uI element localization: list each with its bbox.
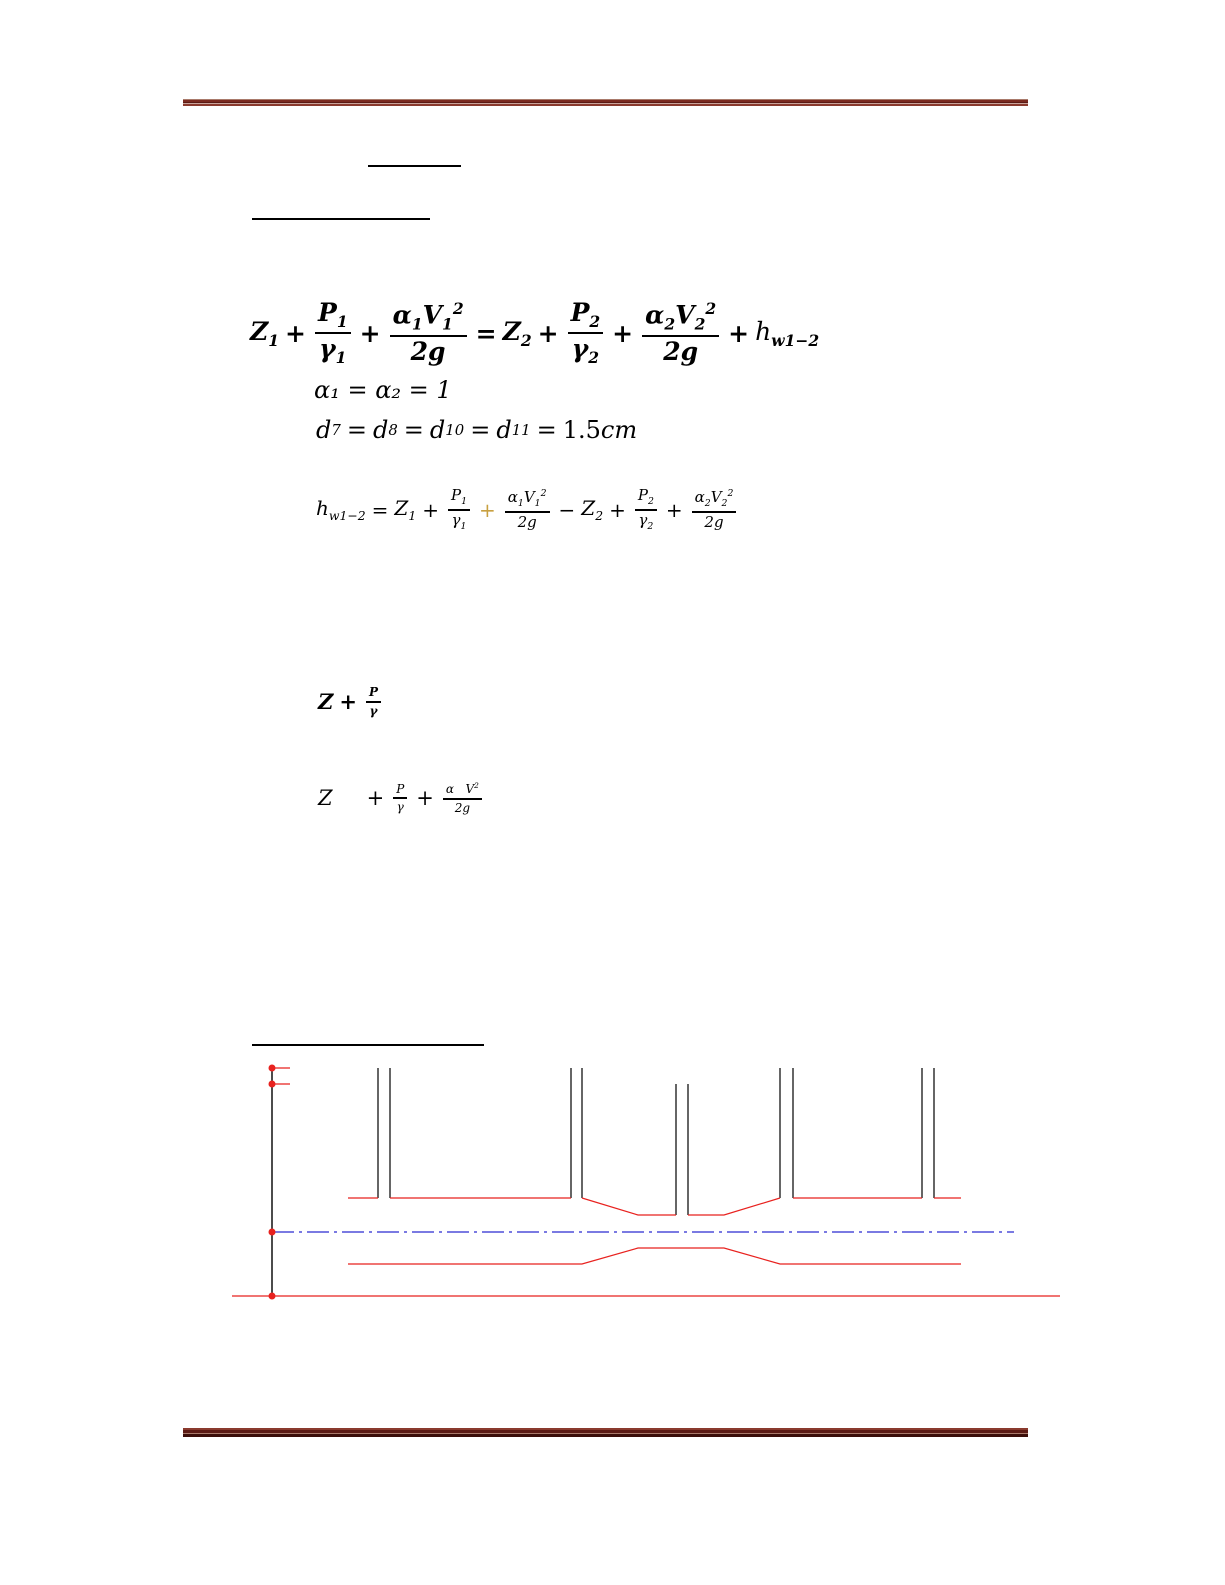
footer-rule [183, 1428, 1028, 1437]
hw-lhs: $h_{w1-2}$ [316, 496, 366, 524]
pipe-bottom-wall [348, 1248, 961, 1264]
diameter-equation: d 7 = d 8 = d 10 = d 11 = 1.5 cm [316, 416, 638, 444]
p2-over-gamma2: $\frac{P_2}{\gamma_2}$ [568, 300, 604, 367]
head-loss-equation: $h_{w1-2}$ = $Z_1$ + $\frac{P_1}{\gamma_1}$ + $\frac{\alpha_1V_1^2}{2g}$ − $Z_2$ + $\frac{P_2}{\gamma_2}$ + $\frac{\alpha_2V_2^2}{2g}$ [316, 488, 739, 532]
velocity-head-2: $\frac{\alpha_2V_2^2}{2g}$ [642, 301, 719, 365]
bernoulli-equation: $Z_1$ + $\frac{P_1}{\gamma_1}$ + $\frac{\alpha_1V_1^2}{2g}$ = $Z_2$ + $\frac{P_2}{\gamma_2}$ + $\frac{\alpha_2V_2^2}{2g}$ + $h_{w1-2}$ [250, 298, 820, 368]
pipe-walls [232, 1068, 1060, 1296]
alpha-equation: α₁ = α₂ = 1 [314, 376, 452, 404]
piezometer-tubes [378, 1068, 934, 1215]
velocity-head-1: $\frac{\alpha_1V_1^2}{2g}$ [390, 301, 467, 365]
z1: $Z_1$ [250, 316, 280, 350]
head-loss: $h_{w1-2}$ [755, 316, 820, 350]
total-head: Z + $\frac{P}{\gamma}$ + $\frac{\alpha V^2}{2g}$ [318, 782, 485, 814]
piezometric-head: Z + $\frac{P}{\gamma}$ [318, 686, 384, 717]
p1-over-gamma1: $\frac{P_1}{\gamma_1}$ [315, 300, 351, 367]
z2: $Z_2$ [502, 316, 532, 350]
